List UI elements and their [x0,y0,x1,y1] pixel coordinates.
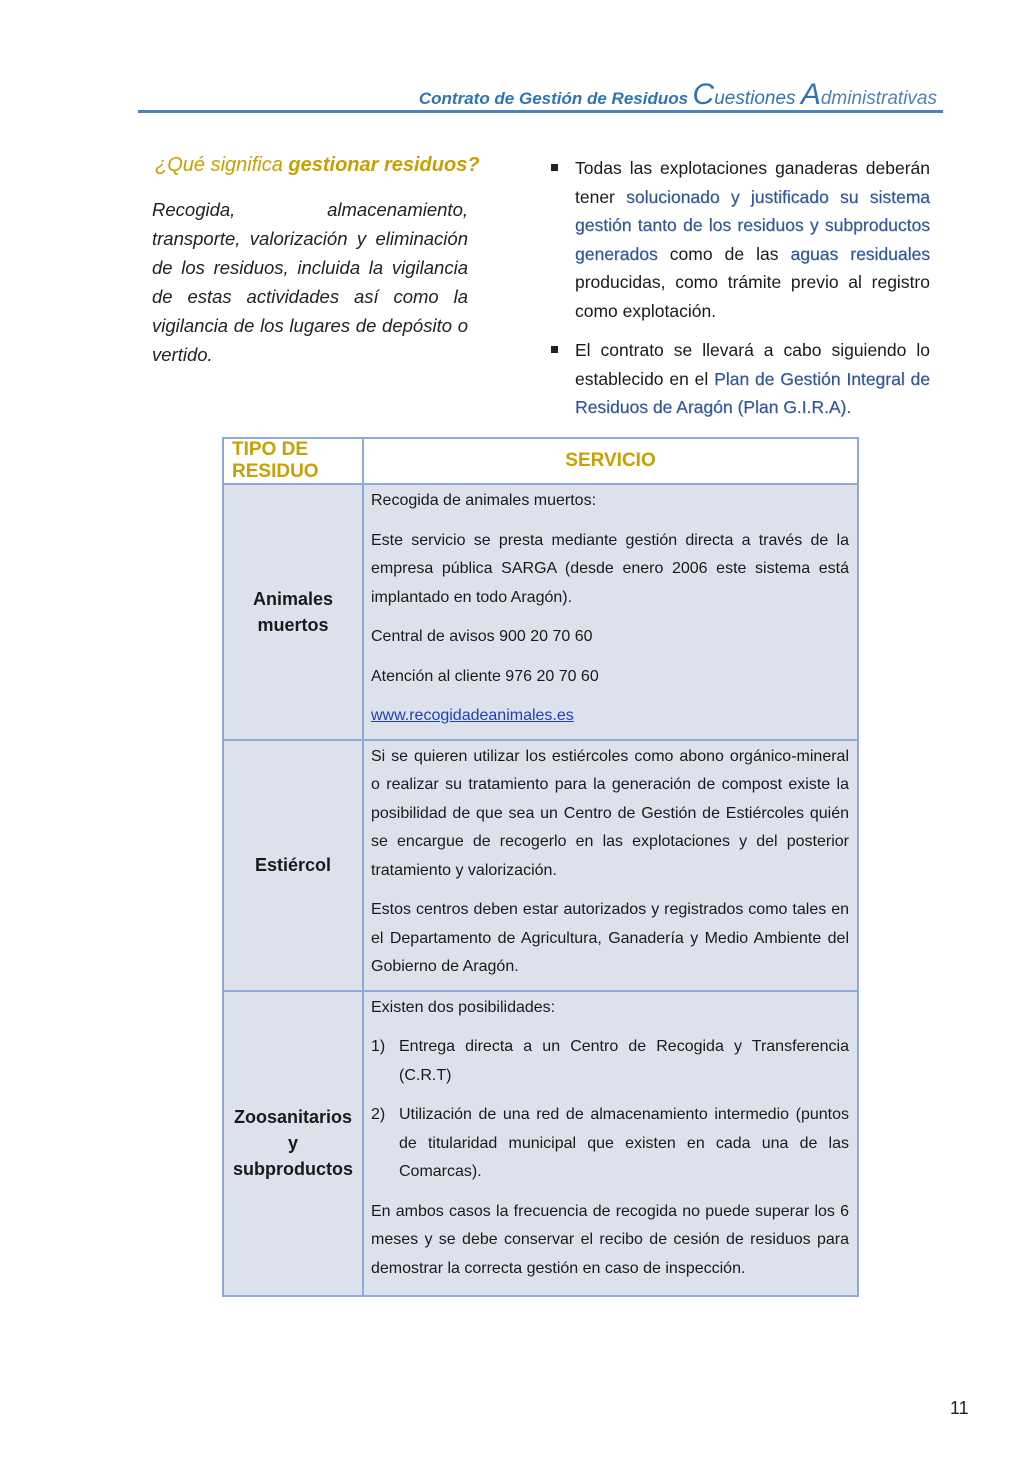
bullet1-text2: como de las [657,243,791,264]
page-header [138,76,943,113]
service-text: Este servicio se presta mediante gestión directa a través de la empresa pública SARGA (desde enero 2006 este sistema está implantado en todo Aragón). [371,531,849,606]
list-number: 2) [371,1106,386,1123]
table-row [223,740,858,991]
bullet-item-registro [548,154,930,325]
table-row [223,484,858,740]
service-animales-muertos [363,484,858,740]
residues-table [222,437,859,1297]
service-text: En ambos casos la frecuencia de recogida no puede superar los 6 meses y se debe conservar el recibo de cesión de residuos para demostrar la correcta gestión en caso de inspección. [371,1202,849,1277]
bullet1-highlight2: aguas residuales [790,243,931,264]
list-item [371,1101,849,1187]
type-zoosanitarios: Zoosanitarios y subproductos [223,991,363,1297]
service-estiercol [363,740,858,991]
header-title-part2: uestiones [714,88,801,109]
list-text: Utilización de una red de almacenamiento intermedio (puntos de titularidad municipal que existen en cada una de las Comarcas). [399,1106,849,1180]
list-number: 1) [371,1038,386,1055]
header-initial-c: C [692,78,715,111]
question-heading [155,154,480,177]
list-text: Entrega directa a un Centro de Recogida y Transferencia (C.R.T) [399,1038,849,1084]
service-text: Recogida de animales muertos: [371,492,597,509]
service-phone-cliente: Atención al cliente 976 20 70 60 [371,667,599,685]
bullet2-text1: El contrato se llevará a cabo siguiendo lo establecido en el [575,340,930,389]
bullet1-text1: Todas las explotaciones ganaderas deberán tener [575,158,930,207]
bullet-list [548,154,930,433]
question-bold: gestionar residuos? [288,154,480,176]
bullet-square-icon [551,164,558,171]
bullet1-text3: producidas, como trámite previo al registro como explotación. [575,272,930,321]
service-text: Si se quieren utilizar los estiércoles como abono orgánico-mineral o realizar su tratamiento para la generación de compost existe la posibilidad de que sea un Centro de Gestión de Estiércoles quién se encargue de recogerlo en las explotaciones y del posterior tratamiento y valorización. [371,747,849,879]
page-number: 11 [950,1398,969,1418]
recogida-website-link[interactable]: www.recogidadeanimales.es [371,707,574,724]
header-title-part1: Contrato de Gestión de Residuos [418,89,689,108]
bullet-item-plan-gira [548,336,930,422]
column-header-servicio: SERVICIO [363,438,858,484]
bullet2-highlight1: Plan de Gestión Integral de Residuos de Aragón (Plan G.I.R.A). [575,368,930,417]
question-prefix: ¿Qué significa [155,154,289,176]
service-text: Estos centros deben estar autorizados y registrados como tales en el Departamento de Agricultura, Ganadería y Medio Ambiente del Gobierno de Aragón. [371,901,849,975]
bullet-square-icon [551,346,558,353]
service-zoosanitarios [363,991,858,1297]
bullet1-highlight1: solucionado y justificado su sistema gestión tanto de los residuos y subproductos generados [575,186,931,264]
table-header-row [223,438,858,484]
header-title [419,78,937,112]
table-row [223,991,858,1297]
service-text: Existen dos posibilidades: [371,998,556,1016]
type-animales-muertos: Animales muertos [223,484,363,740]
definition-text: Recogida, almacenamiento, transporte, valorización y eliminación de los residuos, incluida la vigilancia de estas actividades así como la vigilancia de los lugares de depósito o vertido. [152,199,468,365]
service-phone-avisos: Central de avisos 900 20 70 60 [371,628,593,645]
list-item [371,1033,849,1090]
type-estiercol: Estiércol [223,740,363,991]
column-header-tipo: TIPO DE RESIDUO [223,438,363,484]
header-initial-a: A [800,78,821,111]
header-title-part3: dministrativas [820,88,937,109]
